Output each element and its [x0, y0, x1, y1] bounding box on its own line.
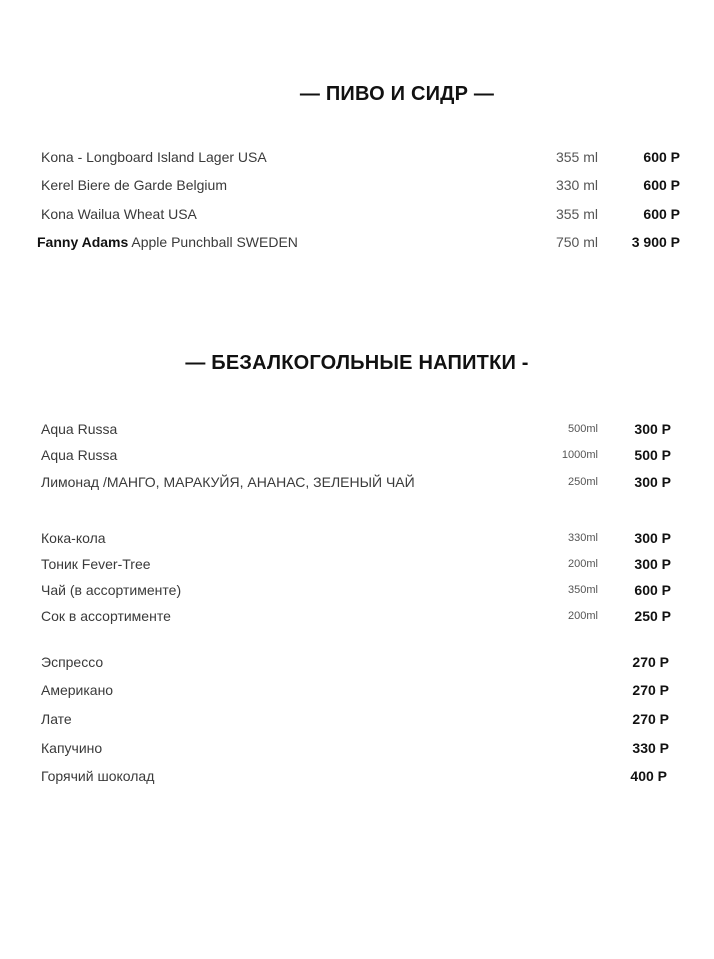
item-price: 300 Р: [634, 530, 671, 546]
item-name: Американо: [41, 682, 114, 698]
item-name: Капучино: [41, 740, 103, 756]
item-name: Kerel Biere de Garde Belgium: [41, 177, 227, 193]
item-name: Лате: [41, 711, 72, 727]
menu-item: [0, 149, 714, 173]
item-volume: 250ml: [568, 476, 598, 488]
item-name: Кока-кола: [41, 530, 106, 546]
item-name-rest: Apple Punchball SWEDEN: [128, 234, 298, 250]
item-price: 270 Р: [632, 711, 669, 727]
item-price: 300 Р: [634, 474, 671, 490]
item-volume: 1000ml: [561, 449, 598, 461]
item-volume: 350ml: [568, 584, 598, 596]
item-price: 600 Р: [643, 149, 680, 165]
section-title-soft-drinks: — БЕЗАЛКОГОЛЬНЫЕ НАПИТКИ -: [185, 352, 529, 374]
item-volume: 330 ml: [555, 177, 598, 193]
item-price: 250 Р: [634, 608, 671, 624]
item-name: Тоник Fever-Tree: [41, 556, 151, 572]
menu-item: [0, 447, 714, 471]
item-price: 400 Р: [630, 768, 667, 784]
menu-item: [0, 682, 714, 706]
item-price: 600 Р: [643, 177, 680, 193]
menu-item: [0, 556, 714, 580]
menu-item: [0, 474, 714, 498]
item-name: Aqua Russa: [41, 447, 118, 463]
item-name: Сок в ассортименте: [41, 608, 171, 624]
item-volume: 330ml: [568, 532, 598, 544]
item-price: 330 Р: [632, 740, 669, 756]
item-volume: 750 ml: [555, 234, 598, 250]
menu-item: [0, 206, 714, 230]
menu-item: [0, 711, 714, 735]
item-name: Kona - Longboard Island Lager USA: [41, 149, 267, 165]
item-volume: 500ml: [568, 423, 598, 435]
menu-item: [0, 654, 714, 678]
item-price: 270 Р: [632, 654, 669, 670]
item-name: Kona Wailua Wheat USA: [41, 206, 197, 222]
item-volume: 200ml: [568, 610, 598, 622]
item-volume: 355 ml: [555, 149, 598, 165]
item-price: 270 Р: [632, 682, 669, 698]
item-volume: 355 ml: [555, 206, 598, 222]
item-price: 500 Р: [634, 447, 671, 463]
item-name: Горячий шоколад: [41, 768, 155, 784]
section-title-beer: — ПИВО И СИДР —: [299, 83, 495, 105]
menu-item: [0, 582, 714, 606]
item-name: [37, 234, 298, 250]
menu-item: [0, 421, 714, 445]
item-price: 300 Р: [634, 421, 671, 437]
item-price: 600 Р: [634, 582, 671, 598]
item-name: Чай (в ассортименте): [41, 582, 182, 598]
item-name: Aqua Russa: [41, 421, 118, 437]
menu-item: [0, 234, 714, 258]
menu-item: [0, 768, 714, 792]
item-price: 600 Р: [643, 206, 680, 222]
menu-item: [0, 177, 714, 201]
menu-item: [0, 530, 714, 554]
item-name: Лимонад /МАНГО, МАРАКУЙЯ, АНАНАС, ЗЕЛЕНЫЙ ЧАЙ: [41, 474, 415, 490]
item-price: 300 Р: [634, 556, 671, 572]
item-price: 3 900 Р: [631, 234, 680, 250]
menu-item: [0, 608, 714, 632]
item-name: Эспрессо: [41, 654, 104, 670]
item-volume: 200ml: [568, 558, 598, 570]
item-brand: Fanny Adams: [37, 234, 129, 250]
menu-item: [0, 740, 714, 764]
